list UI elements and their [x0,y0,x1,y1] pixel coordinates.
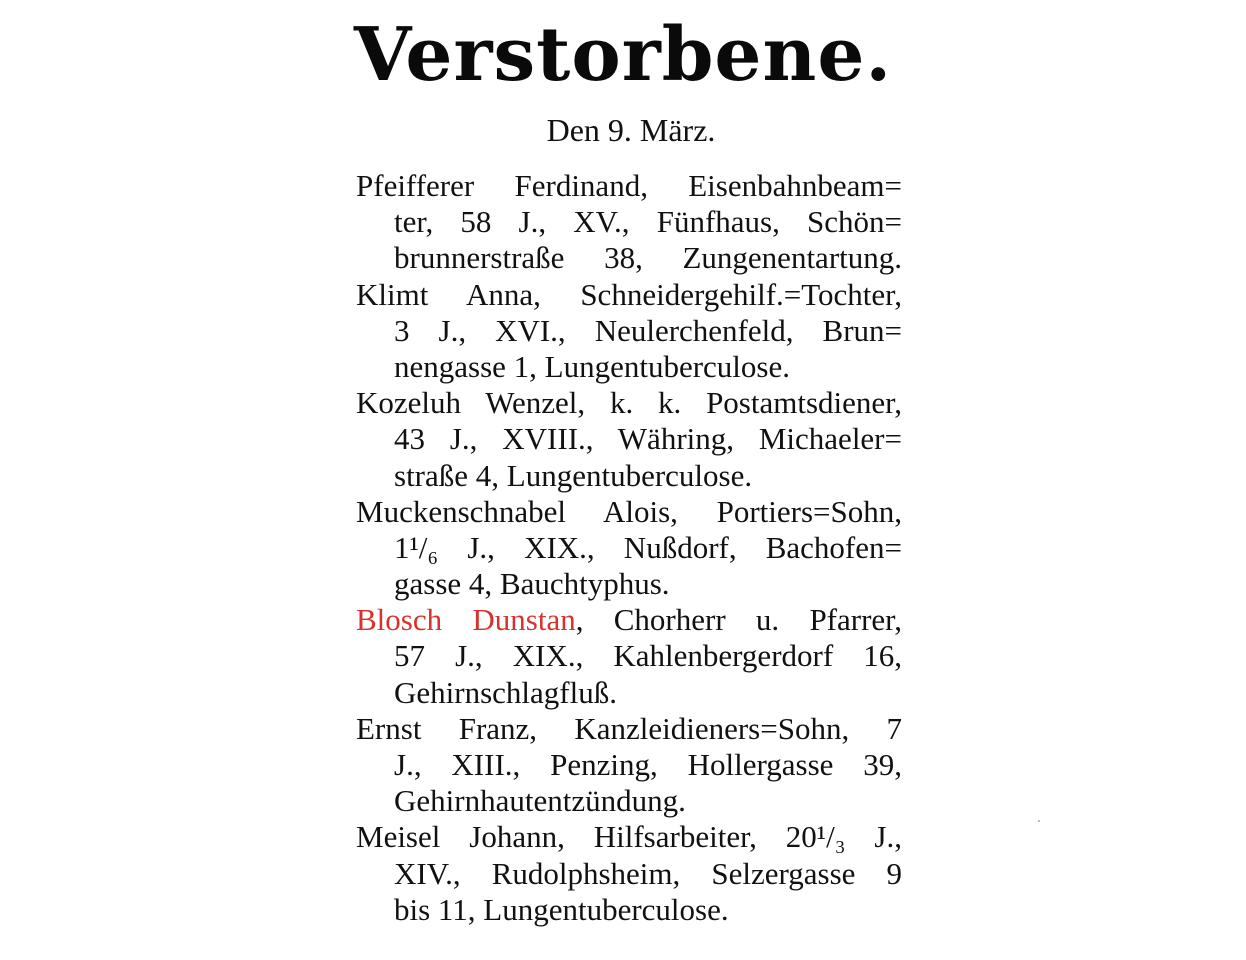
entry-line: Kozeluh Wenzel, k. k. Postamtsdiener, [356,385,902,421]
entry-line: Ernst Franz, Kanzleidieners=Sohn, 7 [356,710,902,746]
entry-line: J., XIII., Penzing, Hollergasse 39, [394,747,902,782]
entry-line: gasse 4, Bauchtyphus. [394,566,670,602]
entry-line: straße 4, Lungentuberculose. [394,457,753,493]
entry-line: nengasse 1, Lungentuberculose. [394,348,790,384]
entry-line [356,602,902,638]
obituary-entry [356,494,902,603]
scan-speck [1038,820,1040,822]
entry-line: Pfeifferer Ferdinand, Eisenbahnbeam= [356,168,902,203]
entry-line: brunnerstraße 38, Zungenentartung. [394,240,902,276]
obituary-entry [356,711,902,820]
entry-line: 1¹/₆ J., XIX., Nußdorf, Bachofen= [394,529,902,565]
obituary-list [356,168,902,928]
entry-line: XIV., Rudolphsheim, Selzergasse 9 [394,855,902,891]
highlighted-name: Blosch Dunstan [356,602,576,638]
entry-line: Gehirnhautentzündung. [394,783,686,819]
obituary-entry [356,819,902,928]
entry-line: 57 J., XIX., Kahlenbergerdorf 16, [394,638,902,674]
entry-line: bis 11, Lungentuberculose. [394,891,729,927]
section-title: Verstorbene. [353,12,893,98]
entry-line-rest: , Chorherr u. Pfarrer, [575,602,903,638]
entry-line: Klimt Anna, Schneidergehilf.=Tochter, [356,276,902,312]
entry-line: Gehirnschlagfluß. [394,674,617,710]
entry-line: 3 J., XVI., Neulerchenfeld, Brun= [394,312,902,348]
entry-line: ter, 58 J., XV., Fünfhaus, Schön= [394,204,902,240]
entry-line: Muckenschnabel Alois, Portiers=Sohn, [356,493,902,529]
obituary-entry [356,168,902,277]
entry-line: Meisel Johann, Hilfsarbeiter, 20¹/₃ J., [356,819,902,855]
entry-line: 43 J., XVIII., Währing, Michaeler= [394,421,902,457]
date-heading: Den 9. März. [546,112,716,148]
obituary-entry-highlighted [356,602,902,711]
obituary-entry [356,277,902,386]
obituary-entry [356,385,902,494]
